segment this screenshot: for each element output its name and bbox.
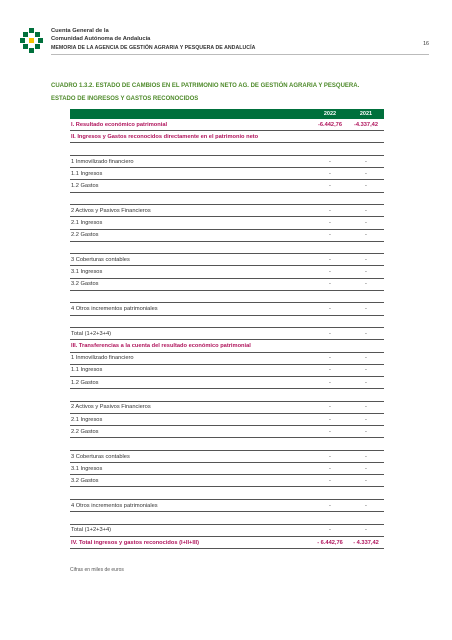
row-label: 3.1 Ingresos bbox=[71, 269, 103, 276]
cell-2021: - bbox=[365, 367, 367, 374]
row-label: Total (1+2+3+4) bbox=[71, 527, 111, 534]
cell-2021: - bbox=[365, 281, 367, 288]
cell-2021: - bbox=[365, 355, 367, 362]
table-row bbox=[70, 328, 384, 340]
row-label: Total (1+2+3+4) bbox=[71, 330, 111, 337]
table-row bbox=[70, 316, 384, 329]
table-row bbox=[70, 353, 384, 365]
row-label: 1 Inmovilizado financiero bbox=[71, 355, 134, 362]
cell-2022: - bbox=[329, 416, 331, 423]
cell-2021: - bbox=[365, 330, 367, 337]
cell-2021: - bbox=[365, 306, 367, 313]
table-row bbox=[70, 291, 384, 304]
cell-2021: - bbox=[365, 527, 367, 534]
table-row bbox=[70, 143, 384, 156]
cell-2021: - bbox=[365, 269, 367, 276]
table-title: CUADRO 1.3.2. ESTADO DE CAMBIOS EN EL PATRIMONIO NETO AG. DE GESTIÓN AGRARIA Y PESQUERA. bbox=[51, 83, 360, 89]
table-row bbox=[70, 365, 384, 377]
table-row bbox=[70, 377, 384, 389]
row-label: 3.2 Gastos bbox=[71, 281, 99, 288]
table-row bbox=[70, 254, 384, 266]
cell-2022: - bbox=[329, 219, 331, 226]
table-row bbox=[70, 242, 384, 255]
row-label: 4 Otros incrementos patrimoniales bbox=[71, 502, 158, 509]
cell-2022: - bbox=[329, 158, 331, 165]
row-label: 3.1 Ingresos bbox=[71, 465, 103, 472]
cell-2022: - bbox=[329, 170, 331, 177]
page-number: 16 bbox=[423, 41, 429, 47]
cell-2021: - bbox=[365, 219, 367, 226]
row-label: 3.2 Gastos bbox=[71, 477, 99, 484]
table-row bbox=[70, 475, 384, 487]
cell-2021: - 4.337,42 bbox=[353, 539, 379, 546]
table-row bbox=[70, 193, 384, 206]
estado-ingresos-gastos-table bbox=[70, 109, 384, 549]
org-line-1: Cuenta General de la bbox=[51, 28, 109, 34]
cell-2022: - bbox=[329, 453, 331, 460]
table-row bbox=[70, 230, 384, 242]
cell-2022: - bbox=[329, 379, 331, 386]
junta-andalucia-logo-icon bbox=[20, 27, 44, 55]
table-row bbox=[70, 438, 384, 451]
row-label: 4 Otros incrementos patrimoniales bbox=[71, 306, 158, 313]
cell-2021: - bbox=[365, 232, 367, 239]
cell-2021: - bbox=[365, 170, 367, 177]
table-header bbox=[70, 109, 384, 119]
header-2022: 2022 bbox=[323, 111, 337, 117]
table-row bbox=[70, 266, 384, 278]
cell-2022: - bbox=[329, 232, 331, 239]
cell-2021: - bbox=[365, 182, 367, 189]
org-line-2: Comunidad Autónoma de Andalucía bbox=[51, 35, 151, 42]
table-row bbox=[70, 217, 384, 229]
cell-2021: - bbox=[365, 404, 367, 411]
memoria-title: MEMORIA DE LA AGENCIA DE GESTIÓN AGRARIA Y PESQUERA DE ANDALUCÍA bbox=[51, 45, 256, 51]
cell-2021: - bbox=[365, 256, 367, 263]
table-row bbox=[70, 180, 384, 192]
table-row bbox=[70, 131, 384, 143]
cell-2022: - bbox=[329, 269, 331, 276]
cell-2022: - bbox=[329, 404, 331, 411]
row-label: 2.2 Gastos bbox=[71, 428, 99, 435]
table-row bbox=[70, 205, 384, 217]
table-row bbox=[70, 340, 384, 352]
table-row bbox=[70, 389, 384, 402]
footnote: Cifras en miles de euros bbox=[70, 567, 124, 573]
row-label: 2.1 Ingresos bbox=[71, 219, 103, 226]
cell-2022: - bbox=[329, 428, 331, 435]
cell-2022: - bbox=[329, 477, 331, 484]
table-row bbox=[70, 512, 384, 525]
table-row bbox=[70, 537, 384, 549]
row-label: II. Ingresos y Gastos reconocidos directamente en el patrimonio neto bbox=[71, 133, 259, 140]
cell-2022: - bbox=[329, 330, 331, 337]
cell-2021: - bbox=[365, 428, 367, 435]
row-label: 1 Inmovilizado financiero bbox=[71, 158, 134, 165]
table-row bbox=[70, 500, 384, 512]
cell-2021: - bbox=[365, 465, 367, 472]
row-label: 3 Coberturas contables bbox=[71, 453, 130, 460]
table-row bbox=[70, 463, 384, 475]
row-label: 2.1 Ingresos bbox=[71, 416, 103, 423]
cell-2022: - bbox=[329, 502, 331, 509]
row-label: 2 Activos y Pasivos Financieros bbox=[71, 404, 151, 411]
table-row bbox=[70, 402, 384, 414]
row-label: 1.1 Ingresos bbox=[71, 170, 103, 177]
cell-2022: - bbox=[329, 355, 331, 362]
table-row bbox=[70, 119, 384, 131]
cell-2022: - 6.442,76 bbox=[317, 539, 343, 546]
cell-2021: - bbox=[365, 453, 367, 460]
table-row bbox=[70, 525, 384, 537]
row-label: 2 Activos y Pasivos Financieros bbox=[71, 207, 151, 214]
table-row bbox=[70, 168, 384, 180]
cell-2022: - bbox=[329, 306, 331, 313]
row-label: 1.1 Ingresos bbox=[71, 367, 103, 374]
row-label: I. Resultado económico patrimonial bbox=[71, 121, 168, 128]
table-row bbox=[70, 303, 384, 315]
table-row bbox=[70, 414, 384, 426]
row-label: 1.2 Gastos bbox=[71, 379, 99, 386]
cell-2022: - bbox=[329, 207, 331, 214]
row-label: III. Transferencias a la cuenta del resultado económico patrimonial bbox=[71, 343, 251, 349]
cell-2021: - bbox=[365, 158, 367, 165]
cell-2022: - bbox=[329, 367, 331, 374]
organization-name bbox=[51, 28, 150, 43]
cell-2021: - bbox=[365, 207, 367, 214]
cell-2022: - bbox=[329, 527, 331, 534]
cell-2022: - bbox=[329, 182, 331, 189]
row-label: 2.2 Gastos bbox=[71, 232, 99, 239]
cell-2022: - bbox=[329, 281, 331, 288]
table-row bbox=[70, 451, 384, 463]
header-2021: 2021 bbox=[359, 111, 373, 117]
cell-2021: - bbox=[365, 416, 367, 423]
table-row bbox=[70, 156, 384, 168]
row-label: IV. Total ingresos y gastos reconocidos (I+II+III) bbox=[71, 539, 200, 546]
cell-2021: - bbox=[365, 477, 367, 484]
table-row bbox=[70, 487, 384, 500]
table-row bbox=[70, 426, 384, 438]
table-body bbox=[70, 119, 384, 549]
cell-2021: - bbox=[365, 502, 367, 509]
header-divider bbox=[51, 54, 429, 55]
table-row bbox=[70, 279, 384, 291]
cell-2021: - bbox=[365, 379, 367, 386]
table-subtitle: ESTADO DE INGRESOS Y GASTOS RECONOCIDOS bbox=[51, 96, 199, 102]
cell-2022: - bbox=[329, 465, 331, 472]
cell-2022: -6.442,76 bbox=[317, 121, 343, 128]
row-label: 1.2 Gastos bbox=[71, 182, 99, 189]
cell-2021: -4.337,42 bbox=[353, 121, 379, 128]
cell-2022: - bbox=[329, 256, 331, 263]
row-label: 3 Coberturas contables bbox=[71, 256, 130, 263]
